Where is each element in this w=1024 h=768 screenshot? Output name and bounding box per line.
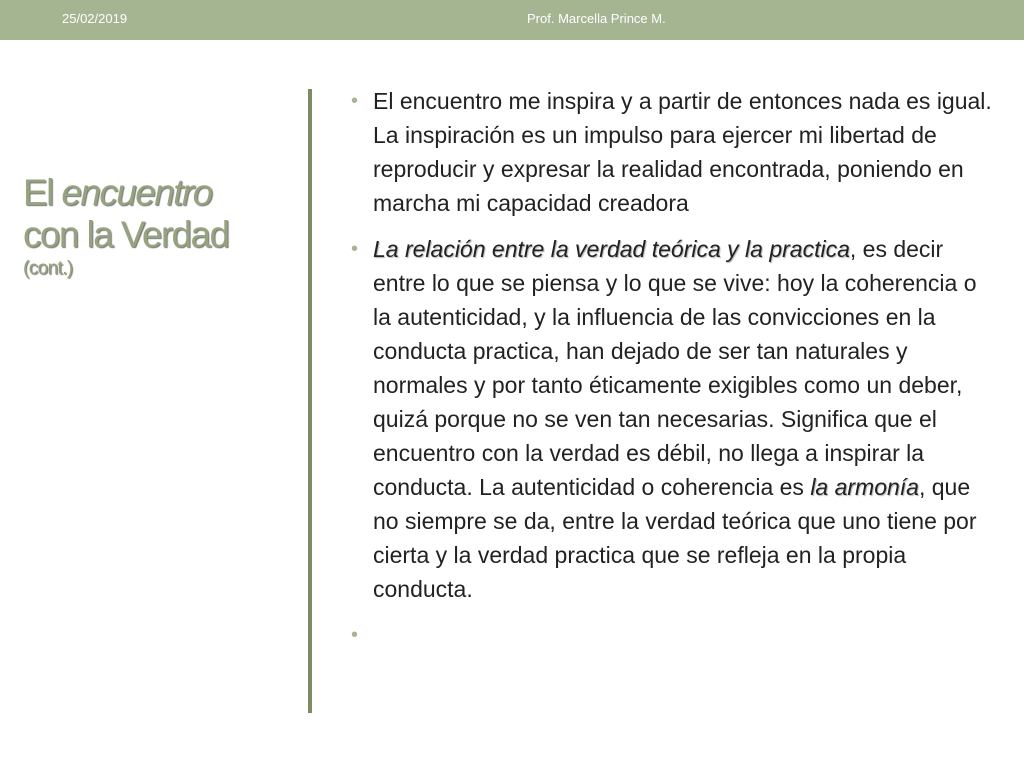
title-subtitle: (cont.) [23,258,73,279]
bullet-dot-icon: • [351,238,359,260]
header-bar [0,0,1024,40]
bullet-2-text-1: , es decir entre lo que se piensa y lo que se vive: hoy la coherencia o la autenticidad, y la influencia de las convicciones en la conducta practica, han dejado de ser tan naturales y normales y por tanto éticamente exigibles como un deber, quizá porque no se ven tan necesarias. Significa que el encuentro con la verdad es débil, no llega a inspirar la conducta. La autenticidad o coherencia es [373,236,977,500]
slide-author: Prof. Marcella Prince M. [527,11,666,26]
title-line-2: con la Verdad [23,214,229,255]
bullet-2-emphasis-1: La relación entre la verdad teórica y la practica [373,236,850,262]
bullet-item-3 [348,618,998,652]
bullet-dot-icon: • [351,90,359,112]
bullet-dot-icon: • [351,624,359,646]
title-word-encuentro: encuentro [61,172,212,213]
vertical-divider [308,89,312,713]
slide-content [348,84,998,652]
bullet-1-text: El encuentro me inspira y a partir de entonces nada es igual. La inspiración es un impulso para ejercer mi libertad de reproducir y expresar la realidad encontrada, poniendo en marcha mi capacidad creadora [373,88,992,216]
bullet-item-1 [348,84,998,220]
title-line-1 [23,172,303,214]
bullet-2-text-2: , que no siempre se da, entre la verdad teórica que uno tiene por cierta y la verdad practica que se refleja en la propia conducta. [373,474,977,602]
bullet-2-emphasis-2: la armonía [810,474,919,500]
title-word-el: El [23,172,53,213]
bullet-item-2 [348,232,998,606]
slide-title [23,172,303,281]
slide-date: 25/02/2019 [62,11,128,26]
